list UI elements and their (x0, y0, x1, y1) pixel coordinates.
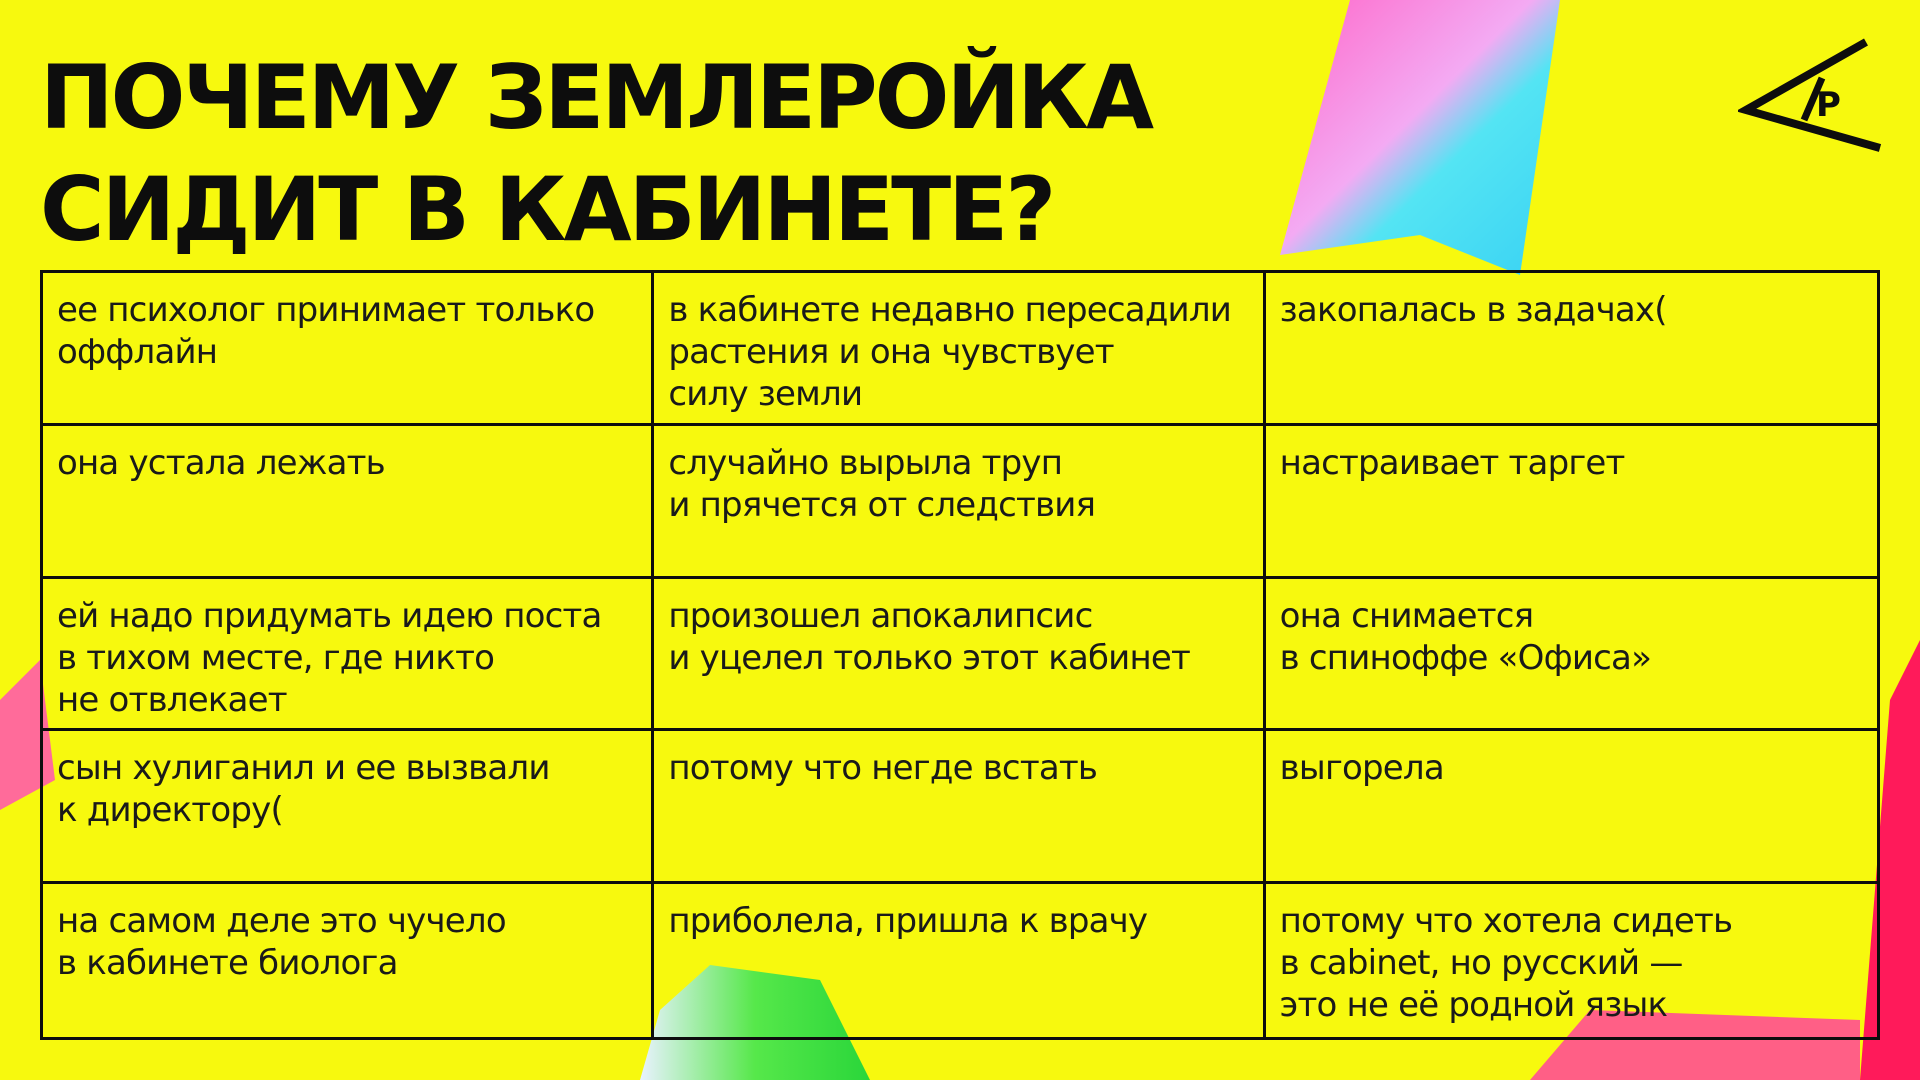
table-cell: сын хулиганил и ее вызвали к директору( (43, 731, 654, 884)
decorative-ribbon-shape (1270, 0, 1570, 275)
table-cell: ее психолог принимает только оффлайн (43, 273, 654, 426)
table-cell: ей надо придумать идею поста в тихом месте, где никто не отвлекает (43, 579, 654, 732)
table-cell: на самом деле это чучело в кабинете биолога (43, 884, 654, 1037)
table-cell: она устала лежать (43, 426, 654, 579)
title-line-1: ПОЧЕМУ ЗЕМЛЕРОЙКА (40, 46, 1152, 149)
table-cell: настраивает таргет (1266, 426, 1877, 579)
table-cell: закопалась в задачах( (1266, 273, 1877, 426)
title-line-2: СИДИТ В КАБИНЕТЕ? (40, 158, 1054, 261)
table-cell: в кабинете недавно пересадили растения и она чувствует силу земли (654, 273, 1265, 426)
table-cell: случайно вырыла труп и прячется от следствия (654, 426, 1265, 579)
table-cell: она снимается в спиноффе «Офиса» (1266, 579, 1877, 732)
table-cell: потому что хотела сидеть в cabinet, но русский — это не её родной язык (1279, 901, 1733, 1026)
table-cell: выгорела (1266, 731, 1877, 884)
logo-letter: Р (1816, 85, 1841, 125)
reasons-table (40, 270, 1880, 1040)
table-cell: потому что негде встать (654, 731, 1265, 884)
table-cell: приболела, пришла к врачу (654, 884, 1265, 1037)
triangle-p-logo-icon (1738, 38, 1888, 156)
table-cell: произошел апокалипсис и уцелел только этот кабинет (654, 579, 1265, 732)
page-title (40, 42, 1151, 266)
